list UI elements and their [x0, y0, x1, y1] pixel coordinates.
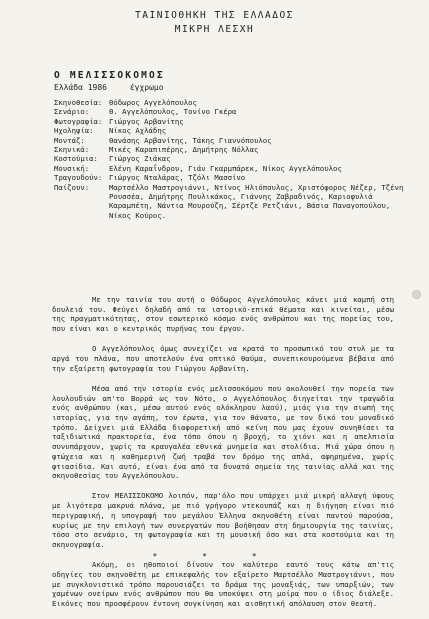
- credit-role: Φωτογραφία:: [54, 116, 103, 126]
- film-country-year: Ελλάδα 1986: [54, 83, 107, 92]
- credit-role: Κοστούμια:: [54, 154, 98, 164]
- closing-asterisks: * * *: [152, 552, 277, 561]
- film-title: Ο ΜΕΛΙΣΣΟΚΟΜΟΣ: [54, 70, 165, 81]
- credit-row: [54, 126, 414, 135]
- film-review: [52, 295, 394, 619]
- credit-row: [54, 136, 414, 145]
- credit-role: Τραγουδούν:: [54, 173, 103, 183]
- credit-role: Σκηνοθεσία:: [54, 98, 103, 107]
- credit-row: [54, 164, 414, 173]
- credit-role: Σενάριο:: [54, 107, 90, 117]
- credit-names: Γιώργος Αρβανίτης: [109, 116, 184, 126]
- review-paragraph: Με την ταινία του αυτή ο Θόδωρος Αγγελόπουλος κάνει μιά καμπή στη δουλειά του. Φεύγει δηλαδή από τα ιστορικό-επικά θέματα και κινείται, μέσω της πραγματικότητας, στον εσωτερικό κόσμο ενός ανθρώπου και της πορείας του, που είναι και ο κεντρικός πυρήνας του έργου.: [52, 295, 394, 334]
- credit-role: Μοντάζ:: [54, 135, 85, 145]
- credit-row: [54, 98, 414, 107]
- credit-row: [54, 183, 414, 221]
- credit-names: Γιώργος Ζιάκας: [109, 154, 171, 164]
- credit-role: Μουσική:: [54, 163, 90, 173]
- credit-row: [54, 117, 414, 126]
- review-paragraph: Ακόμη, οι ηθοποιοί δίνουν τον καλύτερο εαυτό τους κάτω απ'τις οδηγίες του σκηνοθέτη με επικεφαλής τον εξαίρετο Μαρτσέλλο Μαστρογιάννι, που με συγκλονιστικό τρόπο παρουσιάζει το δράμα της μοναξιάς, των υπαρξιών, των χαμένων ονείρων ενός ανθρώπου που θα υποκύψει στη μοίρα που ο ίδιος διάλεξε. Εικόνες που προσφέρουν έντονη συγκίνηση και αισθητική απόλαυση στον θεατή.: [52, 560, 394, 608]
- punch-hole: [412, 290, 421, 299]
- credit-names: Ελένη Καραΐνδρου, Γιάν Γκαρμπάρεκ, Νίκος Αγγελόπουλος: [109, 163, 342, 173]
- credit-names: Μαρτσέλλο Μαστρογιάννι, Ντίνος Ηλιόπουλος, Χριστόφορος Νέζερ, Τζένη Ρουσσέα, Δημήτρης Πουλικάκος, Γιάννης Ζαβραδινός, Καριοφυλιά Καραμπέτη, Νάντια Μουρούζη, Σέρτζε Ρετζιάνι, Βάσια Παναγοπούλου, Νίκος Κούρος.: [109, 182, 404, 220]
- credit-names: Θόδωρος Αγγελόπουλος: [109, 98, 197, 107]
- credits-list: [54, 98, 414, 220]
- credit-names: Γιώργος Νταλάρας, Τζόλι Μασσίνο: [109, 173, 246, 183]
- credit-names: Θανάσης Αρβανίτης, Τάκης Γιαννόπουλος: [109, 135, 272, 145]
- film-color: έγχρωμο: [129, 83, 164, 92]
- credit-role: Ηχοληψία:: [54, 126, 94, 136]
- review-paragraph: Ο Αγγελόπουλος όμως συνεχίζει να κρατά το προσωπικό του στυλ με τα αργά του πλάνα, που αποτελούν ένα οπτικό θαύμα, συνεπικουρούμενα βέβαια από την εξαίρετη φωτογραφία του Γιώργου Αρβανίτη.: [52, 344, 394, 373]
- credit-row: [54, 107, 414, 116]
- club-name: ΜΙΚΡΗ ΛΕΣΧΗ: [174, 24, 255, 35]
- credit-row: [54, 145, 414, 154]
- credit-names: Θ. Αγγελόπουλος, Τονίνο Γκέρα: [109, 107, 237, 117]
- credit-names: Νίκος Αχλάδης: [109, 126, 167, 136]
- film-meta: [54, 83, 164, 92]
- review-paragraph: Μέσα από την ιστορία ενός μελισσοκόμου που ακολουθεί την πορεία των λουλουδιών απ'το Βορρά ως τον Νότο, ο Αγγελόπουλος διηγείται την τραγωδία ενός ανθρώπου (και, μέσω αυτού ενός ολόκληρου λαού), μιάς για την σιωπή της ιστορίας, για την αγάπη, τον έρωτα, για τον θάνατο, με τον δικό του μοναδικό τρόπο. Δείχνει μιά Ελλάδα διαφορετική από κείνη που μας έχουν συνηθίσει τα ταξιδιωτικά πρακτορεία, ένα τόπο όπου η βροχή, το χιόνι και η απελπισία συνυπάρχουν, χωρίς τα κραυγαλέα εθνικά μνημεία και στολίδια. Μιά χώρα όπου η φτώχεια και η καθημερινή ζωή τραβά τον δρόμο της απλά, αφηρημένα, χωρίς φτιασίδια. Και αυτό, είναι ένα από τα δυνατά σημεία της ταινίας αλλά και της σκηνοθεσίας του Αγγελόπουλου.: [52, 383, 394, 481]
- credit-role: Σκηνικά:: [54, 145, 90, 155]
- review-paragraph: Στον ΜΕΛΙΣΣΟΚΟΜΟ λοιπόν, παρ'όλο που υπάρχει μιά μικρή αλλαγή ύφους με λιγότερα μακρυά πλάνα, με πιό γρήγορο ντεκουπάζ και η διήγηση είναι πιό περιγραφική, η υπογραφή του μεγάλου Έλληνα σκηνοθέτη είναι παντού παρούσα, κυρίως με την επιλογή των συνεργατών που βοήθησαν στη δημιουργία της ταινίας, τόσο στο σενάριο, τη φωτογραφία και τη μουσική όσο και στα κοστούμια και τη σκηνογραφία.: [52, 491, 394, 549]
- credit-names: Μικές Καραπιπέρης, Δημήτρης Νόλλας: [109, 145, 259, 155]
- credit-row: [54, 154, 414, 163]
- credit-row: [54, 173, 414, 182]
- archive-name: ΤΑΙΝΙΟΘΗΚΗ ΤΗΣ ΕΛΛΑΔΟΣ: [135, 10, 294, 21]
- credit-role: Παίζουν:: [54, 182, 90, 192]
